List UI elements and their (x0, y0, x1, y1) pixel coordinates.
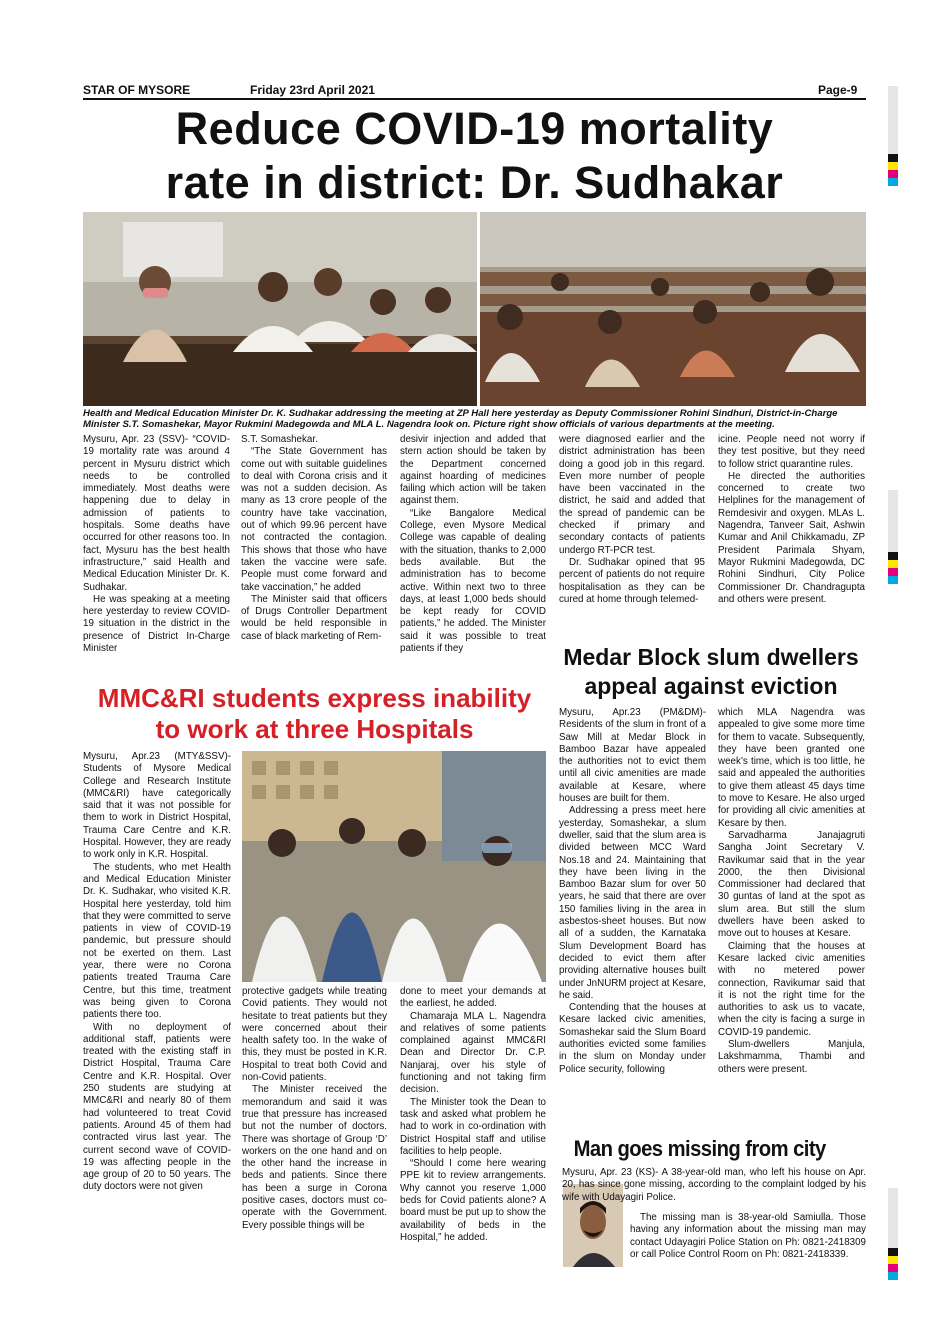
mmc-col1-para: With no deployment of additional staff, patients were treated with the existing staff in District Hospital, Trauma Care Centre and K.R. Hospital. Over 250 students are studying at MMC&RI and nearly 80 of them had volunteered to treat Covid patients. Around 45 of them had contracted virus last year. The current second wave of COVID-19 was affecting people in the age group of 20 to 50 years. The duty doctors were not given (83, 1021, 231, 1193)
lead-photo-caption: Health and Medical Education Minister Dr. K. Sudhakar addressing the meeting at ZP Hall here yesterday as Deputy Commissioner Rohini Sindhuri, District-in-Charge Minister S.T. Somashekar, Mayor Rukmini Madegowda and MLA L. Nagendra look on. Picture right show officials of various departments at the meeting. (83, 408, 838, 430)
lead-col2-para: “The State Government has come out with suitable guidelines to deal with Corona crisis and it was not a sudden decision. As many as 13 crore people of the country have take vaccination, out of which 99.96 percent have not contracted the contagion. This shows that those who have taken the vaccine were safe. People must come forward and take vaccination,” he added (241, 446, 387, 593)
missing-para-2-text: The missing man is 38-year-old Samiulla. Those having any information about the missing man may contact Udayagiri Police Station on Ph: 0821-2418309 or call Police Control Room on Ph: 0821-2418339. (630, 1212, 866, 1260)
mmc-col3-para: The Minister took the Dean to task and asked what problem he had to work in co-ordination with District Hospital staff and utilise facilities to help people. (400, 1096, 546, 1157)
lead-story-column-1 (83, 434, 230, 674)
header-rule (83, 98, 866, 100)
mmc-col1-para: The students, who met Health and Medical Education Minister Dr. K. Sudhakar, who visited K.R. Hospital here yesterday, told him that they were committed to serve patients in view of COVID-19 pandemic, but pressure should not be exerted on them. Last year, there were no Corona patients treated Trauma Care Centre, but this time, treatment was being given to Corona patients there too. (83, 861, 231, 1021)
mmc-photo (242, 751, 546, 982)
lead-photo-left (83, 212, 477, 406)
masthead-page-number: Page-9 (818, 83, 858, 97)
lead-headline-line2: rate in district: Dr. Sudhakar (165, 157, 784, 208)
officials-meeting-picture-icon (480, 212, 866, 406)
print-swatch-black (888, 1248, 898, 1256)
print-swatch-cyan (888, 576, 898, 584)
medar-col1-para: Addressing a press meet here yesterday, Somashekar, a slum dweller, said that the slum area is divided between MCC Ward Nos.18 and 24. Maintaining that they have been living in the Bamboo Bazar slum for over 50 years, he said that there are over 150 families living in the area in asbestos-sheet houses. But now all of a sudden, the Karnataka Slum Development Board has decided to evict them after providing alternative houses built under JnNURM project at Kesare, he said. (559, 805, 706, 1001)
missing-para-1-text: Mysuru, Apr. 23 (KS)- A 38-year-old man, who left his house on Apr. 20, has since gone missing, according to the complaint lodged by his wife with Udayagiri Police. (562, 1167, 866, 1203)
print-swatch-magenta (888, 568, 898, 576)
medar-headline-line2: appeal against eviction (584, 673, 838, 699)
mmc-headline-line2: to work at three Hospitals (155, 714, 474, 744)
lead-story-column-5 (718, 434, 865, 634)
lead-col1-para: Mysuru, Apr. 23 (SSV)- “COVID-19 mortality rate was around 4 percent in Mysuru district which needs to be controlled immediately. Most deaths were happening due to delay in admission of patients to hospitals. Some deaths have occurred for other reasons too. In fact, Mysuru has the best health infrastructure,” said Health and Medical Education Minister Dr. K. Sudhakar. (83, 434, 230, 593)
lead-story-column-3 (400, 434, 546, 674)
lead-col3-para: “Like Bangalore Medical College, even Mysore Medical College was capable of dealing with the situation, thanks to 2,000 beds available. But the administration has to become active. Within next two to three days, at least 1,000 beds should be kept ready for COVID patients,” he added. The Minister said it was possible to treat patients if they (400, 507, 546, 655)
lead-story-column-4 (559, 434, 705, 634)
lead-col5-para: icine. People need not worry if they test positive, but they need to follow strict quarantine rules. (718, 434, 865, 470)
mmc-col2-para: The Minister received the memorandum and said it was true that pressure has increased but not the number of doctors. There was shortage of Group ‘D’ workers on the one hand and on the other hand the increase in beds and patients. Since there has been a surge in Corona positive cases, doctors must co-operate with the Government. Every possible things will be (242, 1084, 387, 1231)
missing-para-2 (630, 1212, 866, 1272)
students-with-minister-picture-icon (242, 751, 546, 982)
mmc-story-column-2 (242, 986, 387, 1269)
print-swatch-cyan (888, 1272, 898, 1280)
print-swatch-magenta (888, 170, 898, 178)
print-registration-bar (888, 490, 898, 552)
lead-photo-right (480, 212, 866, 406)
print-swatch-black (888, 154, 898, 162)
mmc-story-column-1 (83, 751, 231, 1269)
print-swatch-yellow (888, 560, 898, 568)
lead-col1-para: He was speaking at a meeting here yesterday to review COVID-19 situation in the district in the presence of District In-Charge Minister (83, 593, 230, 655)
lead-col4-para: Dr. Sudhakar opined that 95 percent of patients do not require hospitalisation as they can be cured at home through telemed- (559, 556, 705, 605)
mmc-col3-para: “Should I come here wearing PPE kit to review arrangements. Why cannot you reserve 1,000 beds for Covid patients alone? A board must be put up to show the availability of beds in the Hospital,” he added. (400, 1158, 546, 1243)
lead-headline-line1: Reduce COVID-19 mortality (175, 103, 774, 154)
print-swatch-yellow (888, 162, 898, 170)
medar-col2-para: Sarvadharma Janajagruti Sangha Joint Secretary V. Ravikumar said that in the year 2000, the then Divisional Commissioner had declared that 30 guntas of land at the spot as slum area. But still the slum dwellers have been asked to move out to houses at Kesare. (718, 829, 865, 940)
mmc-headline-line1: MMC&RI students express inability (97, 683, 532, 713)
mmc-story-column-3 (400, 986, 546, 1269)
medar-headline-line1: Medar Block slum dwellers (563, 644, 859, 670)
medar-col2-para: Claiming that the houses at Kesare lacked civic amenities with no metered power connection, Ravikumar said that it is not the right time for the authorities to ask us to vacate, when the city is facing a surge in COVID-19 pandemic. (718, 940, 865, 1038)
missing-para-1 (562, 1167, 866, 1215)
mmc-col1-para: Mysuru, Apr.23 (MTY&SSV)- Students of Mysore Medical College and Research Institute (MMC&RI) have categorically said that it was not possible for them to work in District Hospital, Trauma Care Centre and K.R. Hospital. However, they are ready to work only in K.R. Hospital. (83, 751, 231, 861)
print-swatch-yellow (888, 1256, 898, 1264)
lead-col3-para: desivir injection and added that stern action should be taken by the Department concerned against hoarding of medicines failing which action will be taken against them. (400, 434, 546, 507)
medar-col2-para: Slum-dwellers Manjula, Lakshmamma, Thambi and others were present. (718, 1039, 865, 1075)
lead-col5-para: He directed the authorities concerned to create two Helplines for the management of Remdesivir and oxygen. MLAs L. Nagendra, Tanveer Sait, Ashwin Kumar and Anil Chikkamadu, ZP President Parimala Shyam, Mayor Rukmini Madegowda, DC Rohini Sindhuri, City Police Commissioner Dr. Chandragupta and others were present. (718, 470, 865, 605)
masthead-paper-name: STAR OF MYSORE (83, 83, 191, 97)
medar-story-column-2 (718, 707, 865, 1131)
missing-headline: Man goes missing from city (573, 1136, 826, 1161)
print-swatch-cyan (888, 178, 898, 186)
masthead-date: Friday 23rd April 2021 (250, 83, 375, 97)
medar-story-column-1 (559, 707, 706, 1131)
medar-col1-para: Contending that the houses at Kesare lacked civic amenities, Somashekar said the Slum Board authorities evicted some families in the slum on Monday under Police security, following (559, 1002, 706, 1075)
meeting-dais-picture-icon (83, 212, 477, 406)
print-registration-bar (888, 1188, 898, 1248)
mmc-col3-para: Chamaraja MLA L. Nagendra and relatives of some patients complained against MMC&RI Dean and Director Dr. C.P. Nanjaraj, over his style of functioning and not taking firm decision. (400, 1010, 546, 1096)
lead-story-column-2 (241, 434, 387, 674)
mmc-col3-para: done to meet your demands at the earliest, he added. (400, 986, 546, 1010)
medar-col1-para: Mysuru, Apr.23 (PM&DM)- Residents of the slum in front of a Saw Mill at Medar Block in Bamboo Bazar have appealed the authorities not to evict them until all civic amenities are made available at Kesare, where houses are built for them. (559, 707, 706, 805)
lead-col2-para: The Minister said that officers of Drugs Controller Department would be held responsible in case of black marketing of Rem- (241, 593, 387, 642)
print-registration-bar (888, 86, 898, 154)
print-swatch-black (888, 552, 898, 560)
mmc-col2-para: protective gadgets while treating Covid patients. They would not hesitate to treat patients but they were concerned about their health safety too. In the wake of this, they must be posted in K.R. Hospital to treat both Covid and non-Covid patients. (242, 986, 387, 1084)
lead-col2-para: S.T. Somashekar. (241, 434, 318, 445)
lead-col4-para: were diagnosed earlier and the district administration has been doing a good job in this regard. Even more number of people have been vaccinated in the district, he said and added that the spread of pandemic can be checked if primary and secondary contacts of patients undergo RT-PCR test. (559, 434, 705, 556)
medar-col2-para: which MLA Nagendra was appealed to give some more time for them to vacate. Subsequently, they have been granted one week’s time, which is too little, he said and appealed the authorities to give them atleast 45 days time to move to Kesare. He also urged for providing all civic amenities at Kesare by then. (718, 707, 865, 829)
print-swatch-magenta (888, 1264, 898, 1272)
